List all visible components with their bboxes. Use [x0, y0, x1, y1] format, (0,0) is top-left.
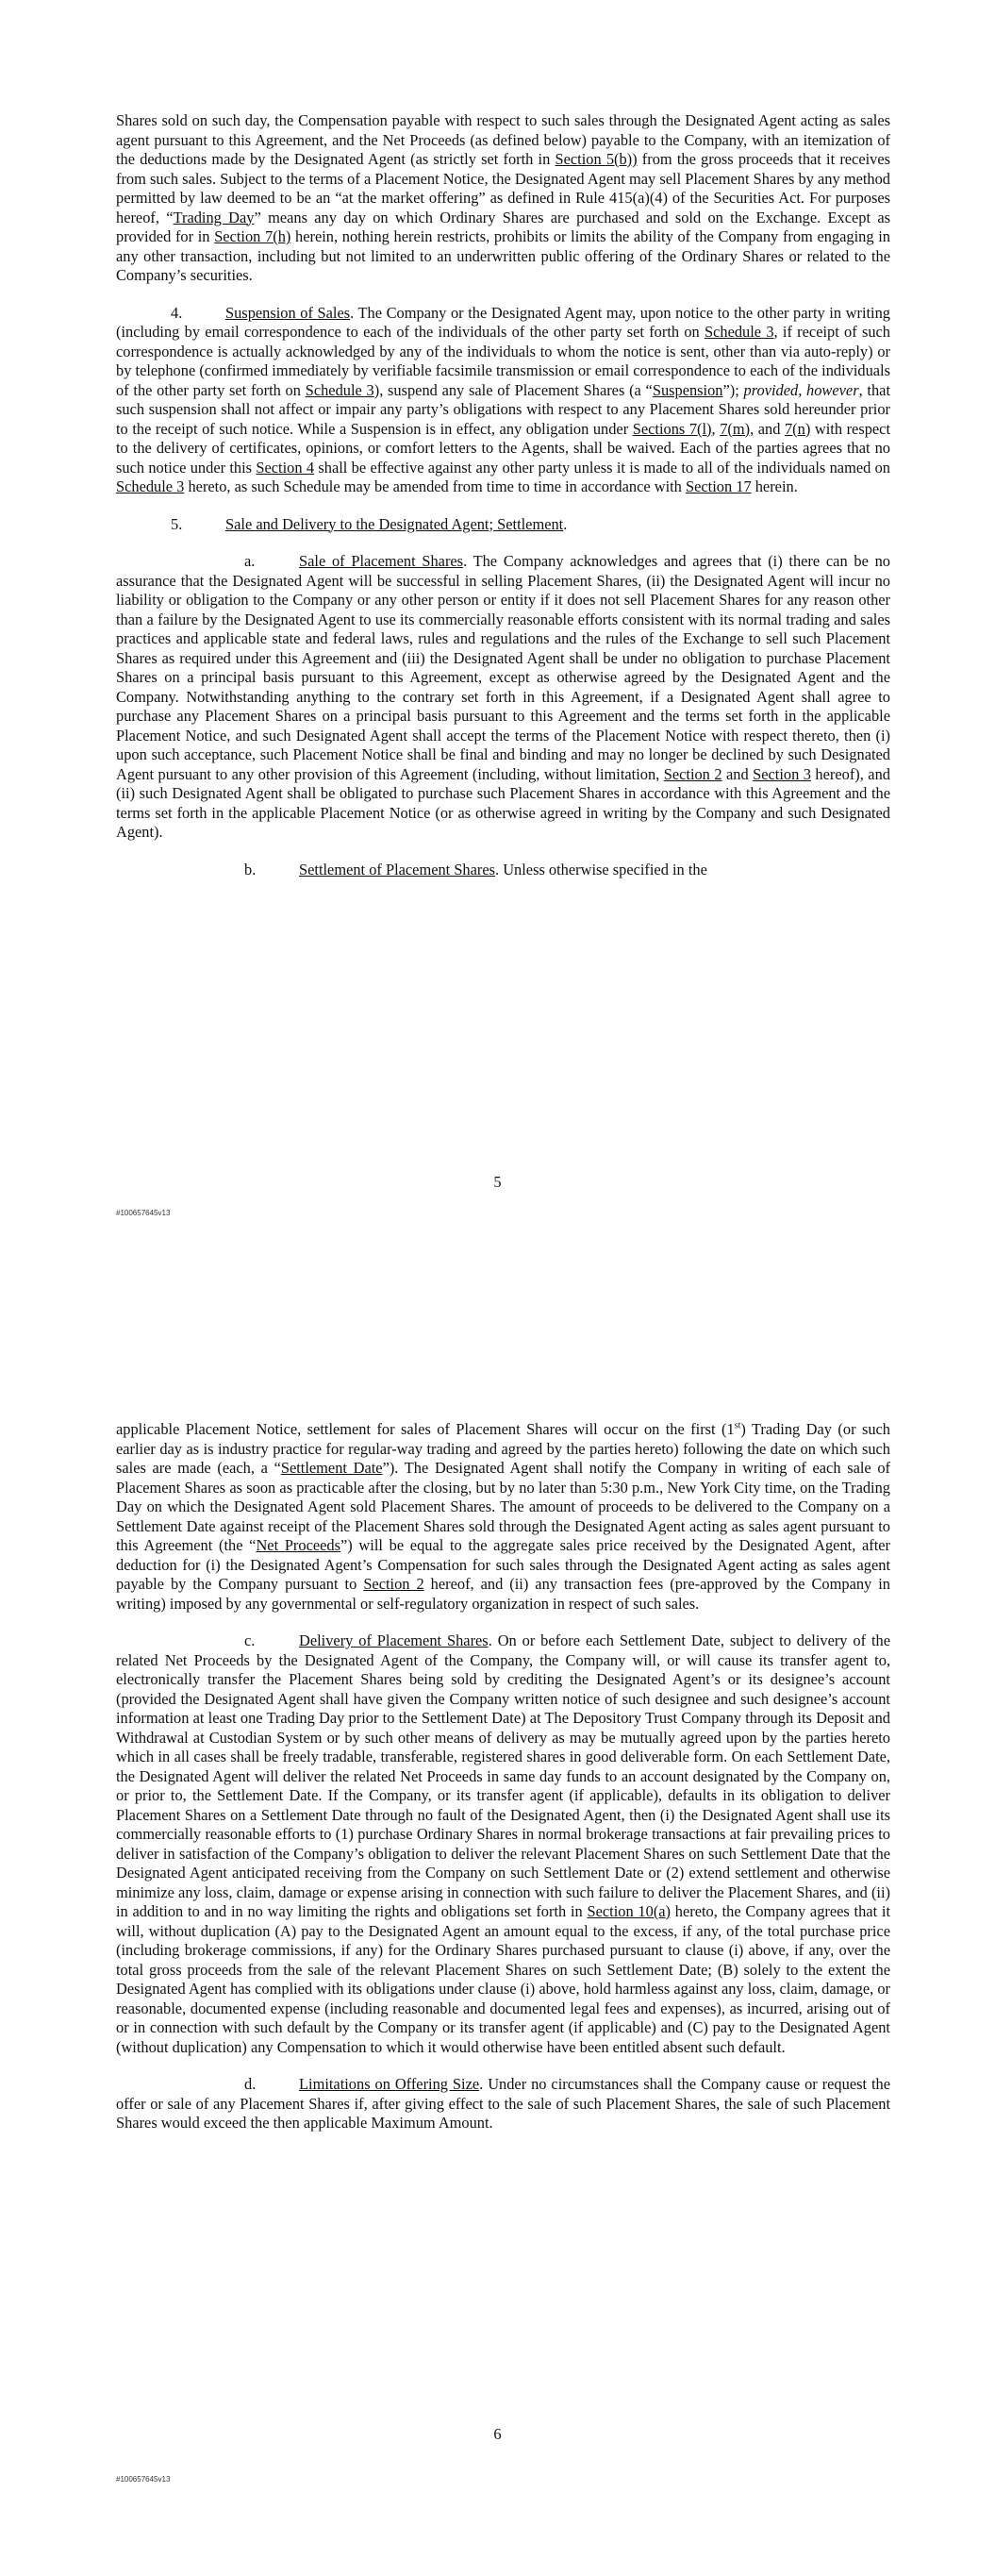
- text-run: , and: [750, 419, 785, 438]
- text-run: hereto, the Company agrees that it will, without duplication (A) pay to the Designated Agent an amount equal to the excess, if any, of the total purchase price (including brokerage commissions, if any) for the Ordinary Shares purchased pursuant to clause (i) above, if any, over the total gross proceeds from the sale of the relevant Placement Shares on such Settlement Date; (B) solely to the extent the Designated Agent has complied with its obligations under clause (i) above, hold harmless against any loss, claim, damage, or reasonable, documented expense (including reasonable and documented legal fees and expenses), as incurred, arising out of or in connection with such default by the Company or its transfer agent (if applicable) and (C) pay to the Designated Agent (without duplication) any Compensation to which it would otherwise have been entitled absent such default.: [116, 1902, 891, 2056]
- text-run: hereof, and (ii) any transaction fees (pre-approved by the Company in writing) imposed by any governmental or self-regulatory organization in respect of such sales.: [116, 1575, 890, 1613]
- section-5d-limitations-on-offering-size: [116, 2075, 890, 2133]
- defined-term: Trading Day: [173, 208, 255, 226]
- section-5-heading: [116, 515, 890, 535]
- text-run: . On or before each Settlement Date, subject to delivery of the related Net Proceeds by the Designated Agent of the Company, the Company will, or will cause its transfer agent to, electronically transfer the Placement Shares being sold by crediting the Designated Agent’s or its designee’s account (provided the Designated Agent shall have given the Company written notice of such designee and such designee’s account information at least one Trading Day prior to the Settlement Date) at The Depository Trust Company through its Deposit and Withdrawal at Custodian System or by such other means of delivery as may be mutually agreed upon by the parties hereto which in all cases shall be freely tradable, transferable, registered shares in good deliverable form. On each Settlement Date, the Designated Agent will deliver the related Net Proceeds in same day funds to an account designated by the Company on, or prior to, the Settlement Date. If the Company, or its transfer agent (if applicable), defaults in its obligation to deliver Placement Shares on a Settlement Date through no fault of the Designated Agent, then (i) the Designated Agent shall use its commercially reasonable efforts to (1) purchase Ordinary Shares in normal brokerage transactions at fair prevailing prices to deliver in satisfaction of the Company’s obligation to deliver the relevant Placement Shares on such Settlement Date that the Designated Agent anticipated receiving from the Company on such Settlement Date or (2) extend settlement and otherwise minimize any loss, claim, damage or expense arising in connection with such failure to deliver the Placement Shares, and (ii) in addition to and in no way limiting the rights and obligations set forth in: [116, 1631, 890, 1920]
- text-run: hereof), and (ii) such Designated Agent shall be obligated to purchase such Placement Shares in accordance with this Agreement and the terms set forth in the applicable Placement Notice (or as otherwise agreed in writing by the Company and such Designated Agent).: [116, 764, 890, 841]
- text-run: Shares sold on such day, the Compensation payable with respect to such sales through the Designated Agent acting as sales agent pursuant to this Agreement, and the Net Proceeds (as defined below) payable to the Company, with an itemization of the deductions made by the Designated Agent (as strictly set forth in: [116, 111, 890, 168]
- section-4-suspension-of-sales: [116, 304, 890, 497]
- text-run: , that such suspension shall not affect or impair any party’s obligations with respect to any Placement Shares sold hereunder prior to the receipt of such notice. While a Suspension is in effect, any obligation under: [116, 380, 890, 438]
- text-run: . The Company or the Designated Agent may, upon notice to the other party in writing (including by email correspondence to each of the individuals of the other party set forth on: [116, 303, 890, 341]
- section-5a-sale-of-placement-shares: [116, 552, 890, 843]
- defined-term: 7(n): [784, 419, 811, 438]
- text-run: ), suspend any sale of Placement Shares (a “: [373, 380, 653, 399]
- text-run: hereto, as such Schedule may be amended from time to time in accordance with: [184, 477, 686, 495]
- document-id: #100657645v13: [116, 1209, 171, 1217]
- text-run: .: [563, 514, 568, 533]
- defined-term: Settlement of Placement Shares: [299, 860, 496, 878]
- defined-term: 7(m): [720, 419, 751, 438]
- paragraph-continuation: [116, 111, 890, 286]
- subsection-letter: a.: [244, 552, 256, 570]
- page-6-body: [116, 1420, 890, 2151]
- text-run: provided, however: [743, 380, 859, 399]
- text-run: ) Trading Day (or such earlier day as is industry practice for regular-way trading and agreed by the parties hereto) following the date on which such sales are made (each, a “: [116, 1420, 890, 1477]
- defined-term: Sale of Placement Shares: [299, 552, 464, 570]
- defined-term: Section 5(b)): [555, 150, 638, 168]
- defined-term: Suspension: [652, 380, 723, 399]
- text-run: from the gross proceeds that it receives from such sales. Subject to the terms of a Placement Notice, the Designated Agent may sell Placement Shares by any method permitted by law deemed to be an “at the market offering” as defined in Rule 415(a)(4) of the Securities Act. For purposes hereof, “: [116, 150, 890, 226]
- document-page-5: [0, 0, 995, 1264]
- defined-term: Net Proceeds: [256, 1536, 340, 1554]
- defined-term: Limitations on Offering Size: [299, 2075, 480, 2093]
- defined-term: Settlement Date: [280, 1459, 383, 1477]
- document-id: #100657645v13: [116, 2475, 171, 2484]
- text-run: st: [734, 1420, 741, 1431]
- section-number: 4.: [171, 303, 183, 322]
- defined-term: Schedule 3: [305, 380, 374, 399]
- defined-term: Section 3: [753, 764, 811, 783]
- text-run: , if receipt of such correspondence is actually acknowledged by any of the individuals to whom the notice is sent, other than via auto-reply) or by telephone (confirmed immediately by verifiable facsimile transmission or email correspondence to each of the individuals of the other party set forth on: [116, 323, 890, 399]
- text-run: ”). The Designated Agent shall notify the Company in writing of each sale of Placement Shares as soon as practicable after the closing, but by no later than 5:30 p.m., New York City time, on the Trading Day on which the Designated Agent sold Placement Shares. The amount of proceeds to be delivered to the Company on a Settlement Date against receipt of the Placement Shares sold through the Designated Agent acting as sales agent pursuant to this Agreement (the “: [116, 1459, 890, 1554]
- page-number: 6: [493, 2425, 502, 2443]
- defined-term: Delivery of Placement Shares: [299, 1631, 489, 1649]
- defined-term: Section 2: [663, 764, 722, 783]
- page-number: 5: [493, 1173, 502, 1191]
- defined-term: Schedule 3: [116, 477, 185, 495]
- subsection-letter: d.: [244, 2075, 257, 2093]
- defined-term: Section 4: [256, 458, 315, 477]
- defined-term: Section 2: [363, 1575, 424, 1593]
- text-run: and: [721, 764, 754, 783]
- defined-term: Section 10(a): [587, 1902, 672, 1920]
- text-run: ,: [711, 419, 721, 438]
- defined-term: Sections 7(l): [632, 419, 712, 438]
- text-run: ”);: [722, 380, 744, 399]
- text-run: herein, nothing herein restricts, prohibits or limits the ability of the Company from engaging in any other transaction, including but not limited to an underwritten public offering of the Ordinary Shares or related to the Company’s securities.: [116, 227, 891, 284]
- text-run: with respect to the delivery of certificates, opinions, or comfort letters to the Agents, shall be waived. Each of the parties agrees that no such notice under this: [116, 419, 890, 477]
- text-run: . Under no circumstances shall the Company cause or request the offer or sale of any Placement Shares if, after giving effect to the sale of such Placement Shares, the sale of such Placement Shares would exceed the then applicable Maximum Amount.: [116, 2075, 890, 2132]
- defined-term: Section 7(h): [214, 227, 291, 245]
- text-run: ” means any day on which Ordinary Shares are purchased and sold on the Exchange. Except as provided for in: [116, 208, 890, 245]
- defined-term: Section 17: [685, 477, 752, 495]
- section-5b-settlement-heading: [116, 861, 890, 880]
- page-5-body: [116, 111, 890, 897]
- section-number: 5.: [171, 514, 183, 533]
- defined-term: Suspension of Sales: [225, 303, 351, 322]
- text-run: ”) will be equal to the aggregate sales price received by the Designated Agent, after deduction for (i) the Designated Agent’s Compensation for such sales through the Designated Agent acting as sales agent payable by the Company pursuant to: [116, 1536, 891, 1593]
- section-5c-delivery-of-placement-shares: [116, 1631, 890, 2057]
- text-run: applicable Placement Notice, settlement for sales of Placement Shares will occur on the first (1: [116, 1420, 735, 1438]
- text-run: . Unless otherwise specified in the: [495, 860, 707, 878]
- subsection-letter: c.: [244, 1631, 256, 1649]
- text-run: shall be effective against any other party unless it is made to all of the individuals named on: [314, 458, 891, 477]
- subsection-letter: b.: [244, 860, 257, 878]
- text-run: . The Company acknowledges and agrees that (i) there can be no assurance that the Designated Agent will be successful in selling Placement Shares, (ii) the Designated Agent will incur no liability or obligation to the Company or any other person or entity if it does not sell Placement Shares for any reason other than a failure by the Designated Agent to use its commercially reasonable efforts consistent with its normal trading and sales practices and applicable state and federal laws, rules and regulations and the rules of the Exchange to sell such Placement Shares as required under this Agreement and (iii) the Designated Agent shall be under no obligation to purchase Placement Shares on a principal basis pursuant to this Agreement, except as otherwise agreed by the Designated Agent and the Company. Notwithstanding anything to the contrary set forth in this Agreement, if a Designated Agent shall agree to purchase any Placement Shares on a principal basis pursuant to this Agreement and the terms set forth in the applicable Placement Notice, and such Designated Agent shall accept the terms of the Placement Notice with respect thereto, then (i) upon such acceptance, such Placement Notice shall be final and binding and may no longer be declined by such Designated Agent pursuant to any other provision of this Agreement (including, without limitation,: [116, 552, 890, 783]
- defined-term: Schedule 3: [705, 323, 774, 341]
- document-page-6: [0, 1264, 995, 2576]
- paragraph-continuation: [116, 1420, 890, 1614]
- text-run: herein.: [751, 477, 798, 495]
- defined-term: Sale and Delivery to the Designated Agent; Settlement: [225, 514, 564, 533]
